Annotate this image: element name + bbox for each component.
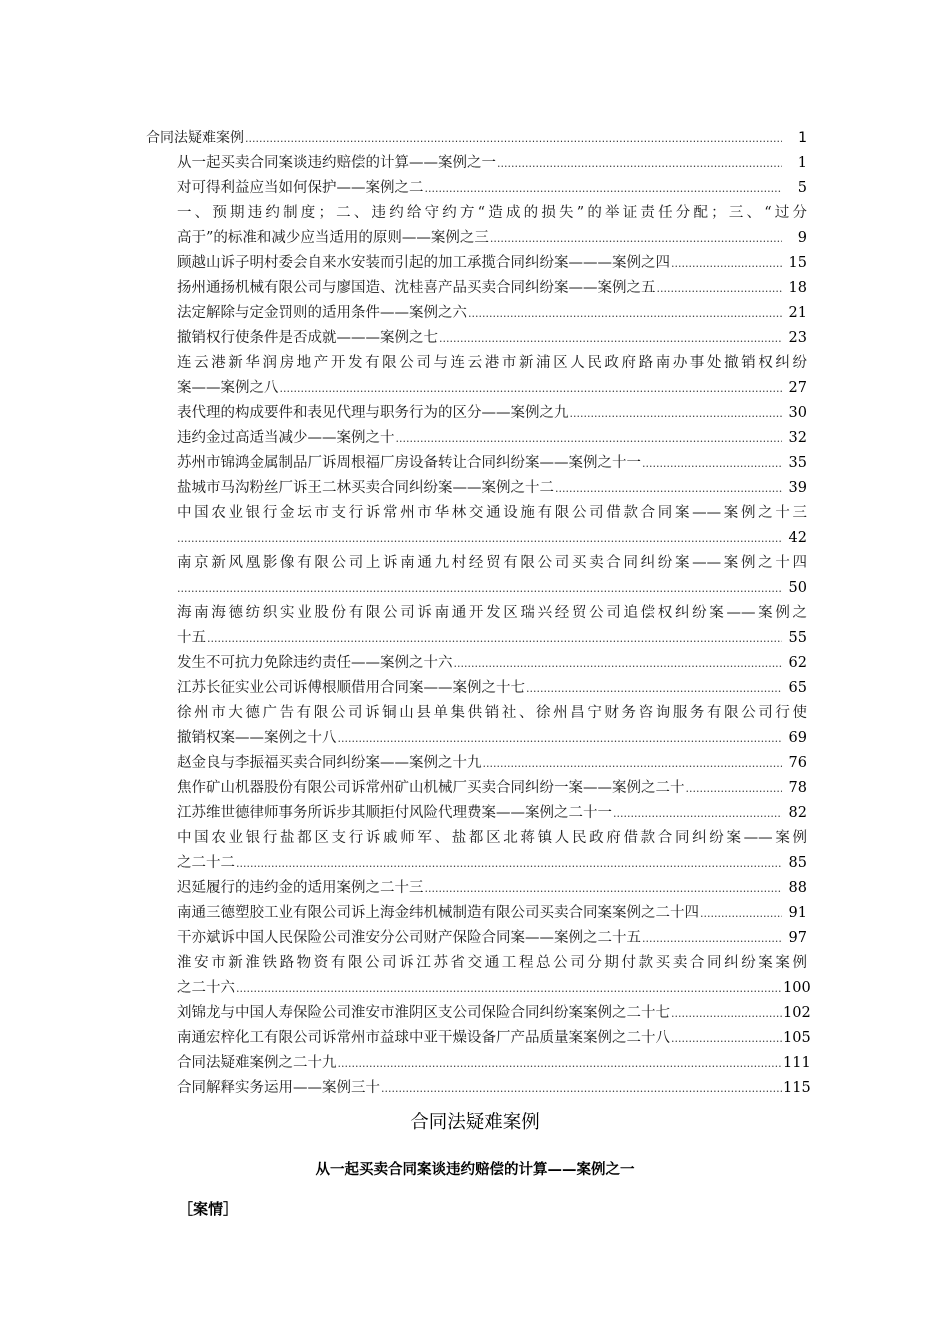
toc-page-number: 69 <box>788 730 807 746</box>
toc-entry-continuation[interactable] <box>0 226 950 251</box>
toc-page-number: 35 <box>788 455 807 471</box>
toc-page-number: 15 <box>788 255 807 271</box>
dot-leader <box>613 801 782 826</box>
section-heading: 合同法疑难案例 <box>410 1112 540 1133</box>
toc-entry-text: 赵金良与李振福买卖合同纠纷案——案例之十九 <box>177 755 482 771</box>
dot-leader <box>483 751 783 776</box>
toc-entry-text: 之二十二 <box>177 855 235 871</box>
dot-leader <box>439 326 782 351</box>
dot-leader <box>425 176 783 201</box>
toc-entry[interactable] <box>0 876 950 901</box>
toc-entry-text: 南京新风凰影像有限公司上诉南通九村经贸有限公司买卖合同纠纷案——案例之十四 <box>177 555 807 571</box>
toc-entry[interactable] <box>0 801 950 826</box>
toc-entry[interactable] <box>0 501 950 526</box>
dot-leader <box>177 576 782 601</box>
toc-entry-text: 违约金过高适当减少——案例之十 <box>177 430 395 446</box>
toc-entry-text: 十五 <box>177 630 206 646</box>
case-heading: 从一起买卖合同案谈违约赔偿的计算——案例之一 <box>315 1162 635 1178</box>
toc-entry-text: 合同法疑难案例 <box>146 130 244 146</box>
dot-leader <box>236 976 782 1001</box>
toc-entry[interactable] <box>0 426 950 451</box>
dot-leader <box>338 726 783 751</box>
toc-entry-text: 南通三德塑胶工业有限公司诉上海金纬机械制造有限公司买卖合同案案例之二十四 <box>177 905 699 921</box>
toc-entry-text: 焦作矿山机器股份有限公司诉常州矿山机械厂买卖合同纠纷一案——案例之二十 <box>177 780 685 796</box>
toc-entry[interactable] <box>0 651 950 676</box>
toc-entry-continuation[interactable] <box>0 526 950 551</box>
toc-page-number: 85 <box>788 855 807 871</box>
toc-entry[interactable] <box>0 151 950 176</box>
toc-entry-text: 之二十六 <box>177 980 235 996</box>
toc-page-number: 76 <box>788 755 807 771</box>
dot-leader <box>526 676 782 701</box>
toc-entry[interactable] <box>0 451 950 476</box>
toc-entry[interactable] <box>0 826 950 851</box>
toc-entry[interactable] <box>0 776 950 801</box>
toc-page-number: 5 <box>797 180 807 196</box>
dot-leader <box>497 151 782 176</box>
dot-leader <box>671 1026 782 1051</box>
toc-entry-text: 扬州通扬机械有限公司与廖国造、沈桂喜产品买卖合同纠纷案——案例之五 <box>177 280 656 296</box>
dot-leader <box>555 476 782 501</box>
dot-leader <box>236 851 782 876</box>
toc-page-number: 97 <box>788 930 807 946</box>
toc-entry[interactable] <box>0 901 950 926</box>
toc-page-number: 50 <box>788 580 807 596</box>
toc-entry-continuation[interactable] <box>0 576 950 601</box>
dot-leader <box>425 876 783 901</box>
dot-leader <box>468 301 782 326</box>
toc-entry[interactable] <box>0 751 950 776</box>
toc-entry[interactable] <box>0 1076 950 1101</box>
subsection-heading: ［案情］ <box>178 1200 239 1218</box>
toc-entry-text: 淮安市新淮铁路物资有限公司诉江苏省交通工程总公司分期付款买卖合同纠纷案案例 <box>177 955 807 971</box>
dot-leader <box>454 651 783 676</box>
toc-entry-text: 合同法疑难案例之二十九 <box>177 1055 337 1071</box>
dot-leader <box>177 526 782 551</box>
toc-entry[interactable] <box>0 1001 950 1026</box>
toc-page-number: 65 <box>788 680 807 696</box>
toc-entry[interactable] <box>0 401 950 426</box>
toc-entry-text: 中国农业银行金坛市支行诉常州市华林交通设施有限公司借款合同案——案例之十三 <box>177 505 807 521</box>
dot-leader <box>671 251 782 276</box>
toc-entry-text: 合同解释实务运用——案例三十 <box>177 1080 380 1096</box>
toc-entry-text: 海南海德纺织实业股份有限公司诉南通开发区瑞兴经贸公司追偿权纠纷案——案例之 <box>177 605 807 621</box>
toc-entry-continuation[interactable] <box>0 626 950 651</box>
toc-entry-text: 徐州市大德广告有限公司诉铜山县单集供销社、徐州昌宁财务咨询服务有限公司行使 <box>177 705 807 721</box>
dot-leader <box>280 376 783 401</box>
toc-entry-continuation[interactable] <box>0 726 950 751</box>
toc-page-number: 30 <box>788 405 807 421</box>
toc-entry[interactable] <box>0 301 950 326</box>
dot-leader <box>700 901 782 926</box>
toc-entry[interactable] <box>0 551 950 576</box>
toc-entry[interactable] <box>0 326 950 351</box>
toc-entry[interactable] <box>0 276 950 301</box>
dot-leader <box>642 451 782 476</box>
toc-entry[interactable] <box>0 701 950 726</box>
toc-page-number: 115 <box>783 1080 811 1096</box>
toc-entry[interactable] <box>0 476 950 501</box>
toc-entry-text: 对可得利益应当如何保护——案例之二 <box>177 180 424 196</box>
toc-entry-text: 干亦斌诉中国人民保险公司淮安分公司财产保险合同案——案例之二十五 <box>177 930 641 946</box>
dot-leader <box>245 126 782 151</box>
toc-entry-continuation[interactable] <box>0 376 950 401</box>
dot-leader <box>207 626 782 651</box>
toc-entry-text: 从一起买卖合同案谈违约赔偿的计算——案例之一 <box>177 155 496 171</box>
toc-entry[interactable] <box>0 201 950 226</box>
toc-entry-text: 高于”的标准和减少应当适用的原则——案例之三 <box>177 230 489 246</box>
toc-page-number: 1 <box>797 155 807 171</box>
toc-entry-text: 法定解除与定金罚则的适用条件——案例之六 <box>177 305 467 321</box>
toc-page-number: 100 <box>783 980 811 996</box>
toc-entry-text: 发生不可抗力免除违约责任——案例之十六 <box>177 655 453 671</box>
toc-page-number: 27 <box>788 380 807 396</box>
toc-page-number: 55 <box>788 630 807 646</box>
toc-page-number: 23 <box>788 330 807 346</box>
toc-entry[interactable] <box>0 1026 950 1051</box>
toc-entry-continuation[interactable] <box>0 851 950 876</box>
toc-entry-text: 苏州市锦鸿金属制品厂诉周根福厂房设备转让合同纠纷案——案例之十一 <box>177 455 641 471</box>
toc-entry-continuation[interactable] <box>0 976 950 1001</box>
toc-entry[interactable] <box>0 601 950 626</box>
dot-leader <box>381 1076 782 1101</box>
toc-page-number: 62 <box>788 655 807 671</box>
dot-leader <box>657 276 783 301</box>
toc-page-number: 39 <box>788 480 807 496</box>
dot-leader <box>671 1001 782 1026</box>
toc-page-number: 105 <box>783 1030 811 1046</box>
toc-entry-text: 表代理的构成要件和表见代理与职务行为的区分——案例之九 <box>177 405 569 421</box>
toc-entry[interactable] <box>0 951 950 976</box>
toc-page-number: 18 <box>788 280 807 296</box>
toc-page-number: 9 <box>797 230 807 246</box>
dot-leader <box>642 926 782 951</box>
toc-title-entry[interactable] <box>0 126 950 151</box>
toc-entry[interactable] <box>0 251 950 276</box>
toc-entry-text: 案——案例之八 <box>177 380 279 396</box>
toc-page-number: 78 <box>788 780 807 796</box>
toc-page-number: 88 <box>788 880 807 896</box>
toc-page-number: 32 <box>788 430 807 446</box>
toc-entry[interactable] <box>0 676 950 701</box>
toc-entry-text: 江苏维世德律师事务所诉步其顺拒付风险代理费案——案例之二十一 <box>177 805 612 821</box>
table-of-contents <box>0 126 950 1101</box>
dot-leader <box>490 226 782 251</box>
toc-entry[interactable] <box>0 1051 950 1076</box>
toc-entry[interactable] <box>0 176 950 201</box>
toc-entry-text: 中国农业银行盐都区支行诉戚师军、盐都区北蒋镇人民政府借款合同纠纷案——案例 <box>177 830 807 846</box>
toc-page-number: 82 <box>788 805 807 821</box>
toc-page-number: 111 <box>783 1055 811 1071</box>
toc-entry-text: 一、预期违约制度；二、违约给守约方“造成的损失”的举证责任分配；三、“过分 <box>177 205 807 221</box>
dot-leader <box>396 426 783 451</box>
toc-page-number: 21 <box>788 305 807 321</box>
toc-page-number: 42 <box>788 530 807 546</box>
toc-entry-text: 江苏长征实业公司诉傅根顺借用合同案——案例之十七 <box>177 680 525 696</box>
toc-entry-text: 南通宏梓化工有限公司诉常州市益球中亚干燥设备厂产品质量案案例之二十八 <box>177 1030 670 1046</box>
toc-entry-text: 盐城市马沟粉丝厂诉王二林买卖合同纠纷案——案例之十二 <box>177 480 554 496</box>
toc-entry[interactable] <box>0 926 950 951</box>
dot-leader <box>338 1051 783 1076</box>
dot-leader <box>686 776 783 801</box>
toc-entry-text: 迟延履行的违约金的适用案例之二十三 <box>177 880 424 896</box>
toc-entry[interactable] <box>0 351 950 376</box>
toc-entry-text: 撤销权行使条件是否成就———案例之七 <box>177 330 438 346</box>
toc-entry-text: 撤销权案——案例之十八 <box>177 730 337 746</box>
toc-page-number: 91 <box>788 905 807 921</box>
dot-leader <box>570 401 783 426</box>
toc-entry-text: 顾越山诉子明村委会自来水安装而引起的加工承揽合同纠纷案———案例之四 <box>177 255 670 271</box>
toc-entry-text: 连云港新华润房地产开发有限公司与连云港市新浦区人民政府路南办事处撤销权纠纷 <box>177 355 807 371</box>
toc-page-number: 1 <box>798 130 807 146</box>
toc-entry-text: 刘锦龙与中国人寿保险公司淮安市淮阴区支公司保险合同纠纷案案例之二十七 <box>177 1005 670 1021</box>
toc-page-number: 102 <box>783 1005 811 1021</box>
